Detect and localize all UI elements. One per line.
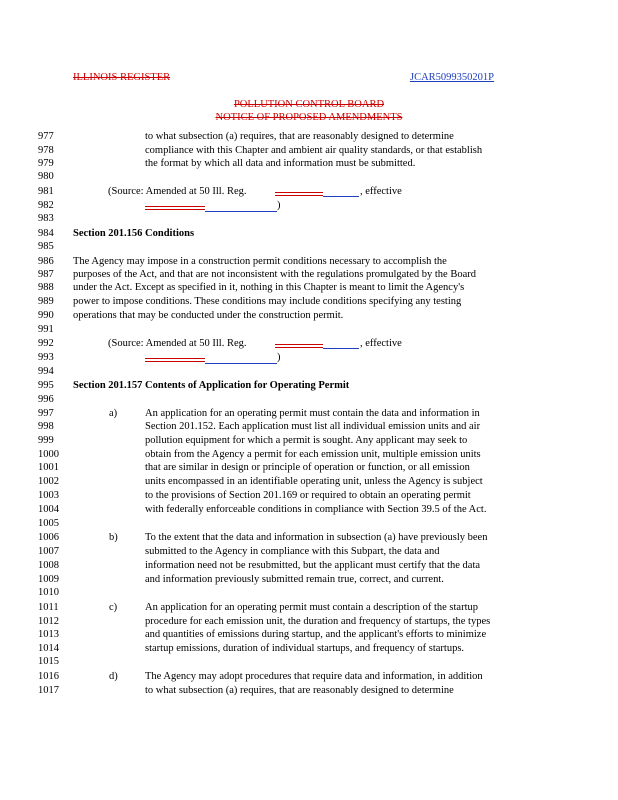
register-title: ILLINOIS REGISTER <box>73 72 171 83</box>
line-number: 984 <box>38 228 54 239</box>
text-line: to what subsection (a) requires, that are reasonably designed to determine <box>145 131 454 142</box>
line-number: 1013 <box>38 629 59 640</box>
line-number: 1006 <box>38 532 59 543</box>
line-number: 1001 <box>38 462 59 473</box>
source-effective: , effective <box>360 338 402 349</box>
deleted-placeholder <box>145 206 205 207</box>
deleted-placeholder <box>145 361 205 362</box>
line-number: 1012 <box>38 616 59 627</box>
line-number: 1014 <box>38 643 59 654</box>
line-number: 1017 <box>38 685 59 696</box>
line-number: 988 <box>38 282 54 293</box>
text-line: The Agency may adopt procedures that require data and information, in addition <box>145 671 483 682</box>
line-number: 989 <box>38 296 54 307</box>
line-number: 1000 <box>38 449 59 460</box>
deleted-placeholder <box>145 209 205 210</box>
line-number: 982 <box>38 200 54 211</box>
line-number: 1008 <box>38 560 59 571</box>
line-number: 1005 <box>38 518 59 529</box>
line-number: 1003 <box>38 490 59 501</box>
source-close-paren: ) <box>277 200 281 211</box>
line-number: 998 <box>38 421 54 432</box>
line-number: 992 <box>38 338 54 349</box>
text-line: that are similar in design or principle of operation or function, or all emission <box>145 462 470 473</box>
text-line: information need not be resubmitted, but the applicant must certify that the data <box>145 560 481 571</box>
text-line: pollution equipment for which a permit is sought. Any applicant may seek to <box>145 435 468 446</box>
section-heading: Section 201.156 Conditions <box>73 228 195 239</box>
line-number: 985 <box>38 241 54 252</box>
line-number: 1007 <box>38 546 59 557</box>
deleted-placeholder <box>275 347 323 348</box>
source-note: (Source: Amended at 50 Ill. Reg. <box>108 338 247 349</box>
text-line: and information previously submitted remain true, correct, and current. <box>145 574 444 585</box>
text-line: the format by which all data and information must be submitted. <box>145 158 416 169</box>
text-line: procedure for each emission unit, the duration and frequency of startups, the types <box>145 616 491 627</box>
inserted-placeholder <box>323 348 359 349</box>
text-line: to the provisions of Section 201.169 or required to obtain an operating permit <box>145 490 471 501</box>
text-line: with federally enforceable conditions in compliance with Section 39.5 of the Act. <box>145 504 487 515</box>
text-line: Section 201.152. Each application must list all individual emission units and air <box>145 421 481 432</box>
line-number: 997 <box>38 408 54 419</box>
item-label: c) <box>109 602 118 613</box>
source-note: (Source: Amended at 50 Ill. Reg. <box>108 186 247 197</box>
line-number: 977 <box>38 131 54 142</box>
agency-title: POLLUTION CONTROL BOARD <box>233 99 385 110</box>
text-line: power to impose conditions. These conditions may include conditions specifying any testing <box>73 296 462 307</box>
line-number: 1009 <box>38 574 59 585</box>
deleted-placeholder <box>275 195 323 196</box>
line-number: 996 <box>38 394 54 405</box>
text-line: and quantities of emissions during startup, and the applicant's efforts to minimize <box>145 629 487 640</box>
line-number: 994 <box>38 366 54 377</box>
line-number: 1015 <box>38 656 59 667</box>
text-line: compliance with this Chapter and ambient air quality standards, or that establish <box>145 145 483 156</box>
line-number: 991 <box>38 324 54 335</box>
line-number: 983 <box>38 213 54 224</box>
inserted-placeholder <box>205 211 277 212</box>
line-number: 990 <box>38 310 54 321</box>
item-label: d) <box>109 671 118 682</box>
line-number: 993 <box>38 352 54 363</box>
text-line: An application for an operating permit must contain the data and information in <box>145 408 480 419</box>
text-line: to what subsection (a) requires, that are reasonably designed to determine <box>145 685 454 696</box>
item-label: b) <box>109 532 118 543</box>
text-line: To the extent that the data and information in subsection (a) have previously been <box>145 532 488 543</box>
line-number: 999 <box>38 435 54 446</box>
text-line: obtain from the Agency a permit for each emission unit, multiple emission units <box>145 449 481 460</box>
line-number: 979 <box>38 158 54 169</box>
line-number: 980 <box>38 171 54 182</box>
line-number: 1016 <box>38 671 59 682</box>
notice-title: NOTICE OF PROPOSED AMENDMENTS <box>215 112 403 123</box>
deleted-placeholder <box>275 344 323 345</box>
document-code: JCAR5099350201P <box>410 72 495 83</box>
text-line: operations that may be conducted under the construction permit. <box>73 310 344 321</box>
line-number: 1011 <box>38 602 59 613</box>
inserted-placeholder <box>205 363 277 364</box>
line-number: 1010 <box>38 587 59 598</box>
line-number: 981 <box>38 186 54 197</box>
line-number: 1002 <box>38 476 59 487</box>
text-line: The Agency may impose in a construction permit conditions necessary to accomplish the <box>73 256 447 267</box>
line-number: 1004 <box>38 504 59 515</box>
line-number: 978 <box>38 145 54 156</box>
source-close-paren: ) <box>277 352 281 363</box>
text-line: purposes of the Act, and that are not inconsistent with the regulations promulgated by the Board <box>73 269 476 280</box>
line-number: 986 <box>38 256 54 267</box>
text-line: submitted to the Agency in compliance with this Subpart, the data and <box>145 546 440 557</box>
deleted-placeholder <box>145 358 205 359</box>
line-number: 995 <box>38 380 54 391</box>
section-heading: Section 201.157 Contents of Application for Operating Permit <box>73 380 350 391</box>
line-number: 987 <box>38 269 54 280</box>
item-label: a) <box>109 408 118 419</box>
text-line: under the Act. Except as specified in it, nothing in this Chapter is meant to limit the Agency's <box>73 282 465 293</box>
text-line: An application for an operating permit must contain a description of the startup <box>145 602 478 613</box>
deleted-placeholder <box>275 192 323 193</box>
inserted-placeholder <box>323 196 359 197</box>
source-effective: , effective <box>360 186 402 197</box>
text-line: units encompassed in an identifiable operating unit, unless the Agency is subject <box>145 476 483 487</box>
text-line: startup emissions, duration of individual startups, and frequency of startups. <box>145 643 465 654</box>
